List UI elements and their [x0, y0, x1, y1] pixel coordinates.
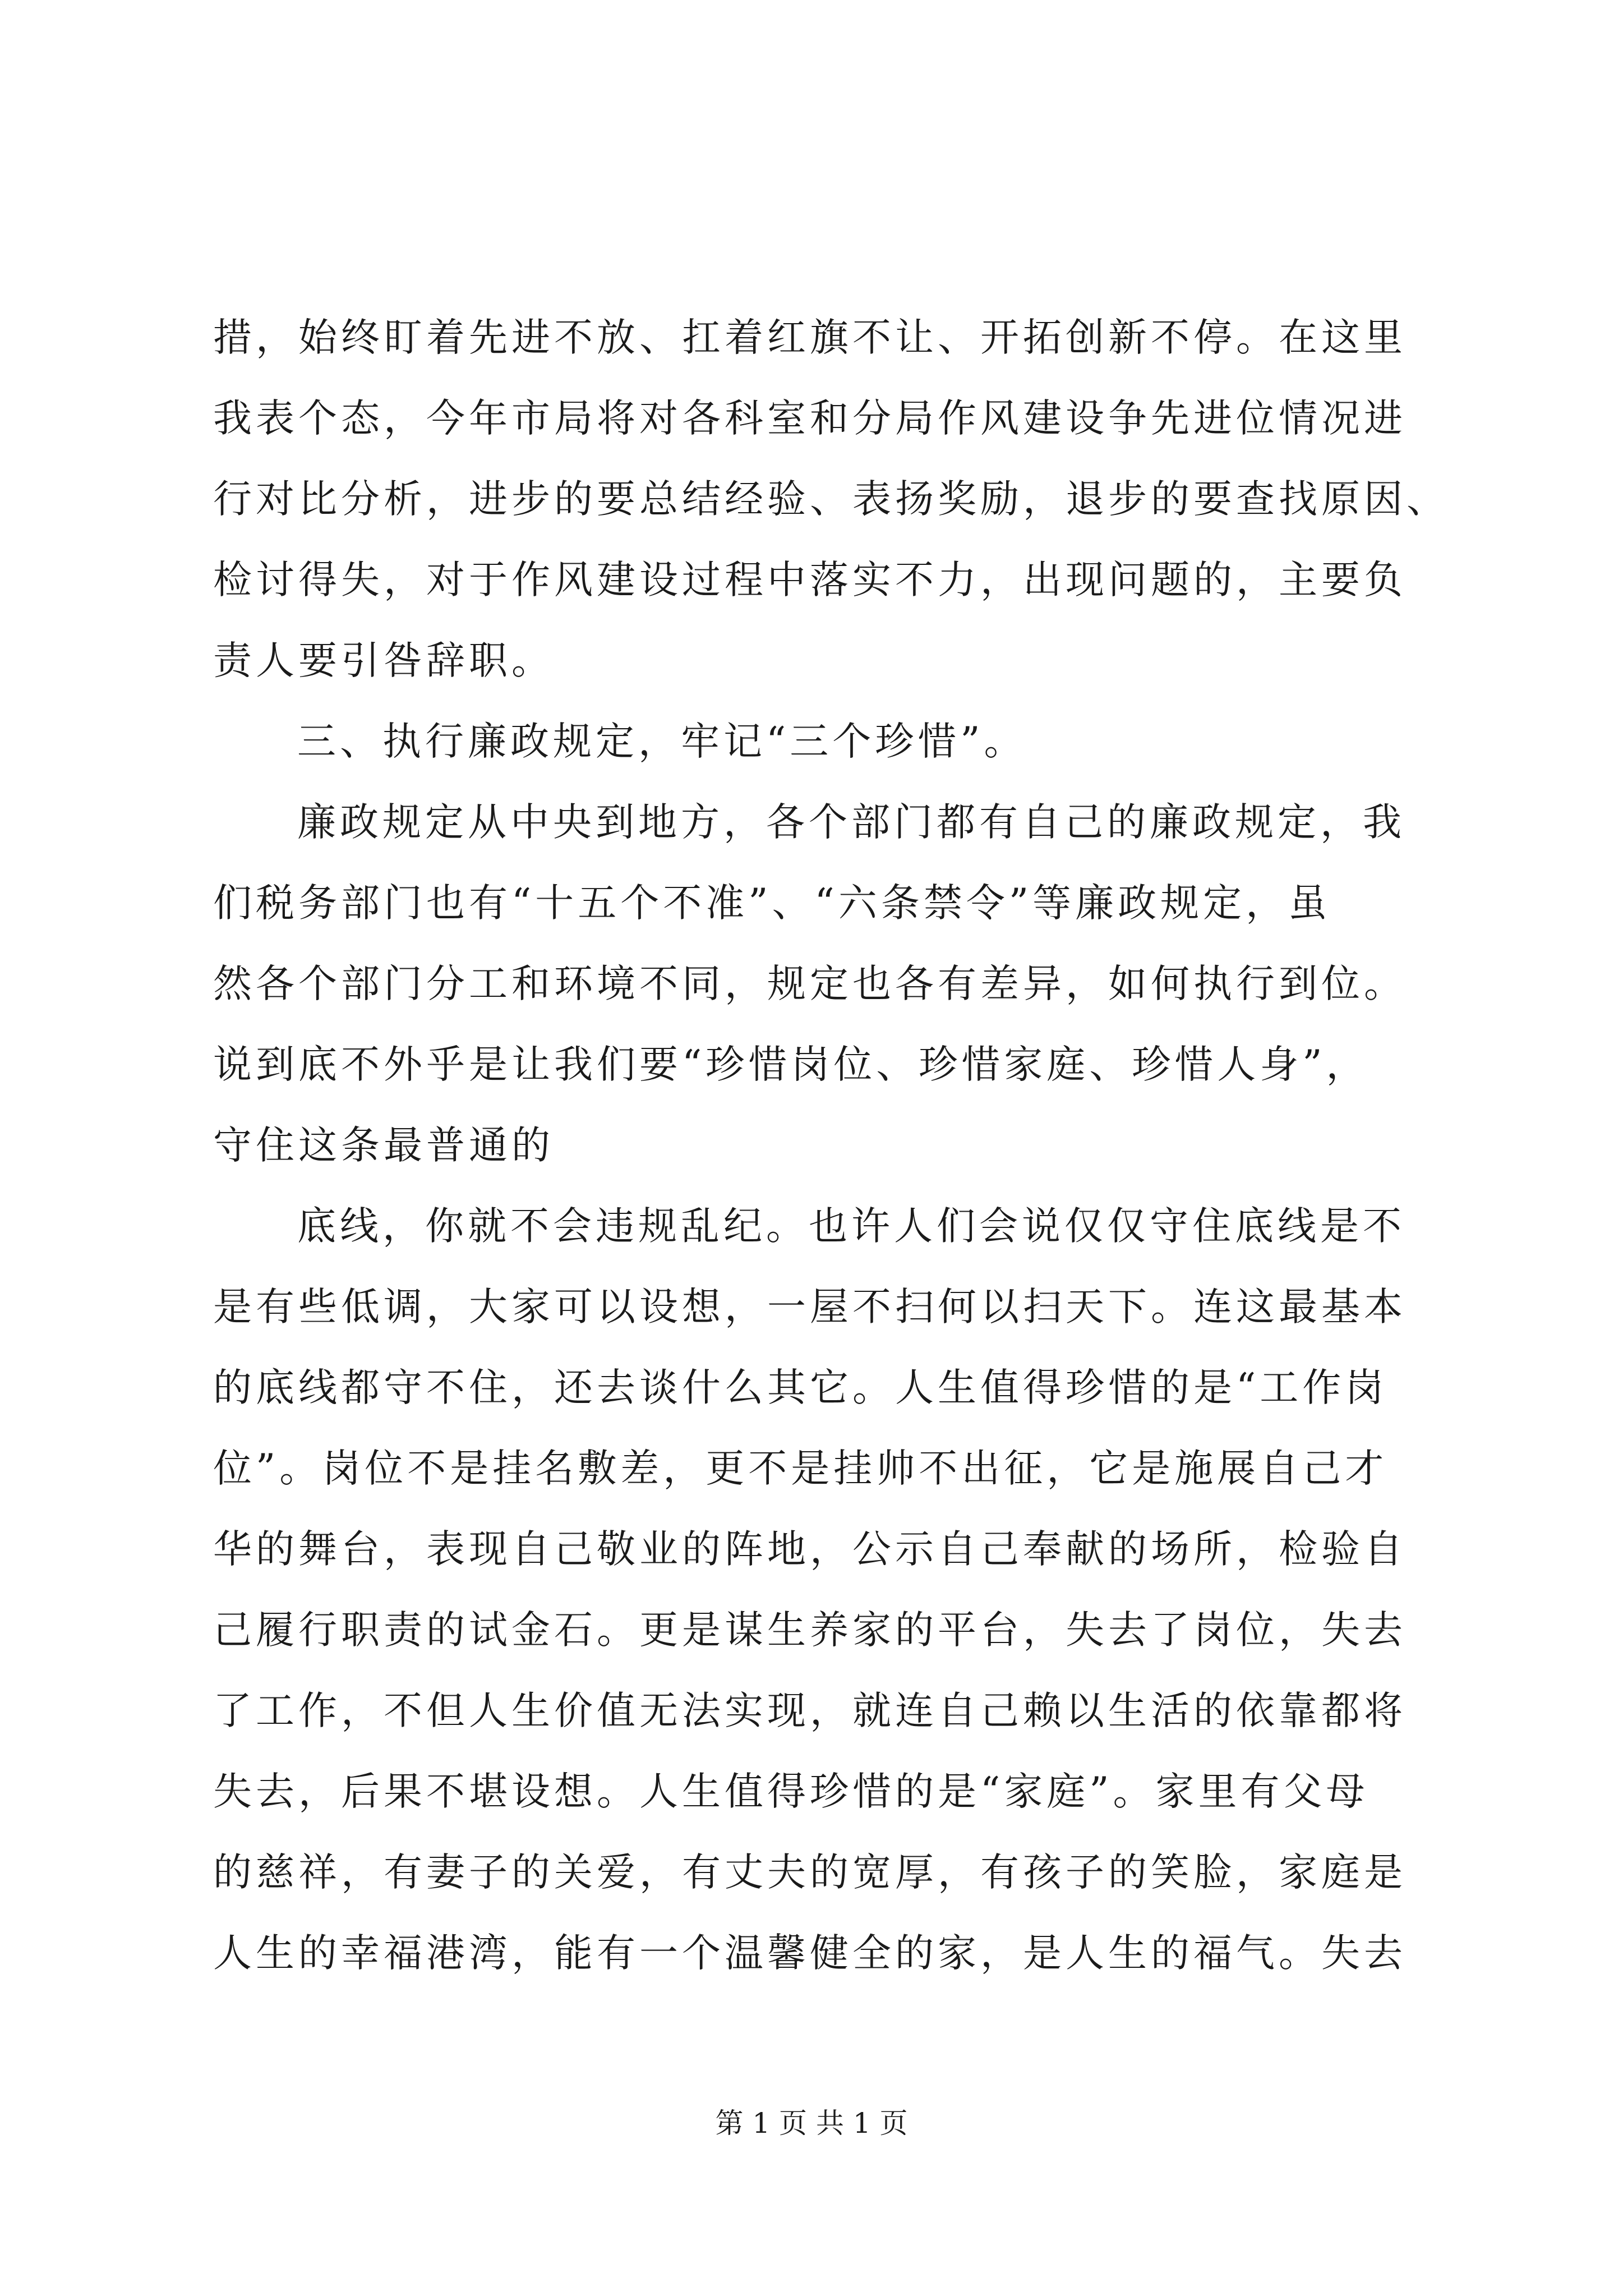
text-line: 是有些低调，大家可以设想，一屋不扫何以扫天下。连这最基本: [213, 1285, 1407, 1329]
text-line: 说到底不外乎是让我们要“珍惜岗位、珍惜家庭、珍惜人身”，: [213, 1042, 1369, 1087]
text-line: 的底线都守不住，还去谈什么其它。人生值得珍惜的是“工作岗: [213, 1365, 1388, 1410]
text-line: 位”。岗位不是挂名敷差，更不是挂帅不出征，它是施展自己才: [213, 1446, 1388, 1491]
text-line: 了工作，不但人生价值无法实现，就连自己赖以生活的依靠都将: [213, 1688, 1407, 1733]
page-footer: 第 1 页 共 1 页: [715, 2107, 908, 2139]
text-line: 三、执行廉政规定，牢记“三个珍惜”。: [297, 719, 1027, 764]
text-line: 华的舞台，表现自己敬业的阵地，公示自己奉献的场所，检验自: [213, 1527, 1407, 1572]
text-line: 责人要引咎辞职。: [213, 638, 554, 683]
body-text: [213, 297, 1449, 1994]
text-line: 我表个态，今年市局将对各科室和分局作风建设争先进位情况进: [213, 396, 1407, 441]
text-line: 们税务部门也有“十五个不准”、“六条禁令”等廉政规定，虽: [213, 881, 1331, 926]
text-line: 底线，你就不会违规乱纪。也许人们会说仅仅守住底线是不: [297, 1204, 1405, 1249]
text-line: 己履行职责的试金石。更是谋生养家的平台，失去了岗位，失去: [213, 1608, 1407, 1653]
text-line: 然各个部门分工和环境不同，规定也各有差异，如何执行到位。: [213, 961, 1407, 1006]
text-line: 失去，后果不堪设想。人生值得珍惜的是“家庭”。家里有父母: [213, 1769, 1369, 1814]
text-line: 的慈祥，有妻子的关爱，有丈夫的宽厚，有孩子的笑脸，家庭是: [213, 1850, 1407, 1895]
text-line: 人生的幸福港湾，能有一个温馨健全的家，是人生的福气。失去: [213, 1931, 1407, 1976]
text-line: 措，始终盯着先进不放、扛着红旗不让、开拓创新不停。在这里: [213, 315, 1407, 360]
text-line: 廉政规定从中央到地方，各个部门都有自己的廉政规定，我: [297, 800, 1405, 845]
text-line: 检讨得失，对于作风建设过程中落实不力，出现问题的，主要负: [213, 558, 1407, 602]
text-line: 行对比分析，进步的要总结经验、表扬奖励，退步的要查找原因、: [213, 477, 1449, 522]
text-line: 守住这条最普通的: [213, 1123, 554, 1168]
